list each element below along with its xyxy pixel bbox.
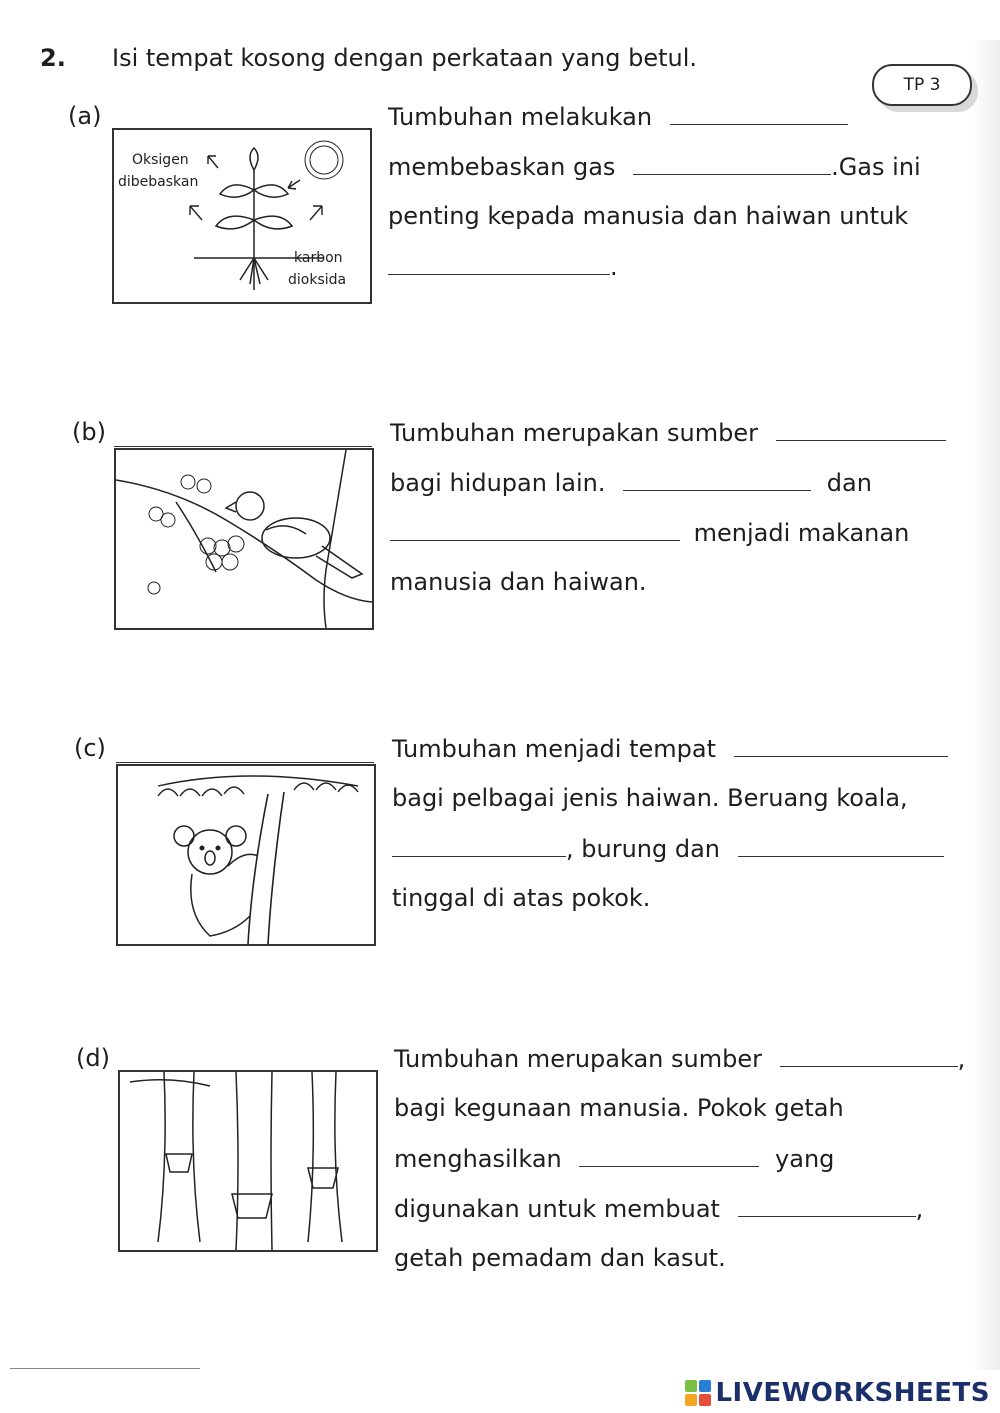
leaves-icon: [158, 776, 358, 796]
part-a-line-4: [388, 252, 618, 281]
dioxide-label: dioksida: [288, 272, 347, 288]
part-b-line-4: manusia dan haiwan.: [390, 568, 647, 596]
liveworksheets-logo[interactable]: [685, 1378, 990, 1408]
part-d-line-5: getah pemadam dan kasut.: [394, 1244, 726, 1272]
part-b-blank-1[interactable]: [776, 418, 946, 441]
oxygen-label: Oksigen: [132, 152, 189, 168]
part-b-line-2: [390, 468, 872, 497]
part-c-text-1: Tumbuhan menjadi tempat: [392, 735, 716, 763]
part-c-label: (c): [74, 734, 106, 762]
part-a-line-1: [388, 102, 848, 131]
part-d-blank-3[interactable]: [738, 1194, 916, 1217]
plant-icon: [194, 148, 324, 290]
part-d-label: (d): [76, 1044, 110, 1072]
part-d-text-1a: Tumbuhan merupakan sumber: [394, 1045, 762, 1073]
part-d-text-3b: yang: [775, 1145, 835, 1173]
question-number: 2.: [40, 44, 66, 72]
koala-tree-illustration: [118, 766, 374, 944]
part-c-blank-1[interactable]: [734, 734, 948, 757]
part-b-text-3: menjadi makanan: [693, 519, 910, 547]
part-b-text-2a: bagi hidupan lain.: [390, 469, 606, 497]
question-instruction: Isi tempat kosong dengan perkataan yang betul.: [112, 44, 698, 72]
rubber-tree-illustration: [120, 1072, 376, 1250]
sun-icon: [305, 141, 343, 179]
rubber-tree-image: [118, 1070, 378, 1252]
released-label: dibebaskan: [118, 174, 199, 190]
part-a-line-2: [388, 152, 921, 181]
photosynthesis-image: [112, 128, 372, 304]
part-d-text-3a: menghasilkan: [394, 1145, 562, 1173]
liveworksheets-logo-icon: [685, 1380, 711, 1406]
part-b-rule: [114, 446, 372, 447]
part-d-blank-2[interactable]: [579, 1144, 759, 1167]
part-c-blank-3[interactable]: [738, 834, 944, 857]
part-b-text-1: Tumbuhan merupakan sumber: [390, 419, 758, 447]
part-d-blank-1[interactable]: [780, 1044, 958, 1067]
part-a-blank-2[interactable]: [633, 152, 831, 175]
tp-badge: TP 3: [872, 64, 972, 106]
rubber-trees-icon: [130, 1072, 342, 1250]
part-c-line-1: [392, 734, 948, 763]
footer-rule: [10, 1368, 200, 1369]
part-a-text-2b: .Gas ini: [831, 153, 921, 181]
part-d-line-2: bagi kegunaan manusia. Pokok getah: [394, 1094, 844, 1122]
photosynthesis-illustration: [114, 130, 370, 302]
part-a-blank-3[interactable]: [388, 252, 610, 275]
koala-icon: [174, 826, 258, 936]
part-a-label: (a): [68, 102, 102, 130]
part-c-rule: [116, 762, 374, 763]
bird-icon: [226, 492, 362, 578]
part-c-line-4: tinggal di atas pokok.: [392, 884, 651, 912]
part-a-text-4: .: [610, 253, 618, 281]
part-d-line-1: [394, 1044, 965, 1073]
part-d-line-3: [394, 1144, 834, 1173]
part-c-text-3a: , burung dan: [566, 835, 721, 863]
bird-fruit-illustration: [116, 450, 372, 628]
part-d-text-4b: ,: [915, 1195, 924, 1223]
part-c-line-3: [392, 834, 944, 863]
part-b-line-1: [390, 418, 946, 447]
part-c-line-2: bagi pelbagai jenis haiwan. Beruang koala,: [392, 784, 908, 812]
part-a-blank-1[interactable]: [670, 102, 848, 125]
koala-tree-image: [116, 764, 376, 946]
page-edge-shadow: [972, 40, 1000, 1370]
part-b-line-3: [390, 518, 909, 547]
part-b-blank-3[interactable]: [390, 518, 680, 541]
carbon-label: karbon: [294, 250, 343, 266]
part-d-text-1b: ,: [957, 1045, 966, 1073]
tree-trunk-icon: [248, 792, 284, 944]
part-d-text-4a: digunakan untuk membuat: [394, 1195, 720, 1223]
part-b-label: (b): [72, 418, 106, 446]
liveworksheets-brand: LIVEWORKSHEETS: [715, 1378, 990, 1408]
part-a-text-1: Tumbuhan melakukan: [388, 103, 653, 131]
part-c-blank-2[interactable]: [392, 834, 566, 857]
part-a-text-2a: membebaskan gas: [388, 153, 616, 181]
part-b-text-2b: dan: [826, 469, 872, 497]
part-b-blank-2[interactable]: [623, 468, 811, 491]
part-d-line-4: [394, 1194, 923, 1223]
bird-fruit-image: [114, 448, 374, 630]
part-a-line-3: penting kepada manusia dan haiwan untuk: [388, 202, 909, 230]
branch-icon: [116, 450, 372, 628]
